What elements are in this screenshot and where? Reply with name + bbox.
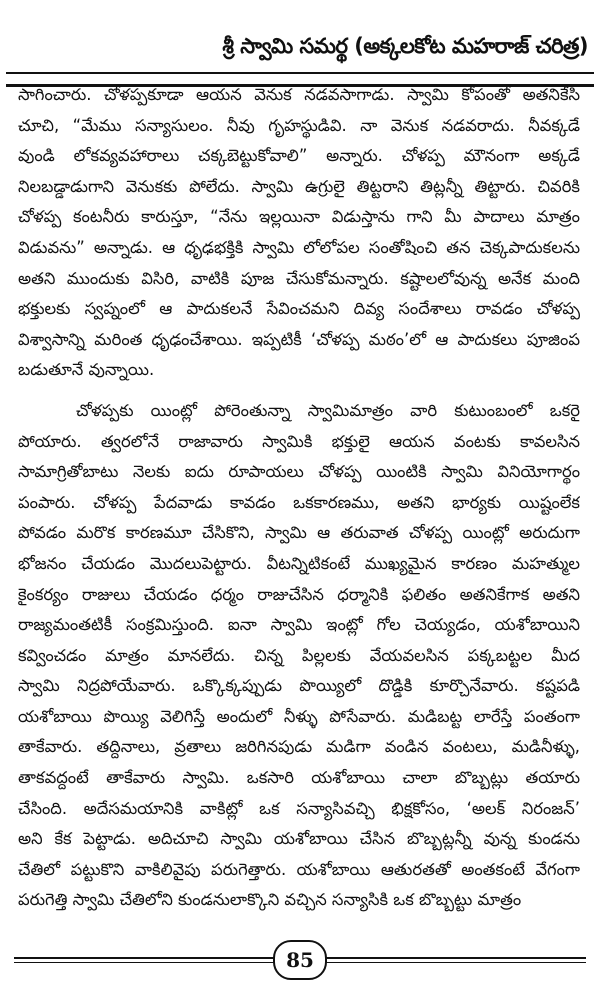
text-line: స్వామి నిద్రపోయేవారు. ఒక్కొక్కప్పుడు పొయ్యిలో దొడ్డికి కూర్చొనేవారు. కష్టపడి <box>18 676 580 696</box>
text-line: తాకవద్దంటే తాకేవారు స్వామి. ఒకసారి యశోబాయి చాలా బొబ్బట్లు తయారు <box>18 768 580 788</box>
text-line: సామాగ్రితోబాటు నెలకు ఐదు రూపాయలు చోళప్ప యింటికి స్వామి వినియోగార్థం <box>18 462 580 482</box>
text-line: పోయారు. త్వరలోనే రాజావారు స్వామికి భక్తులై ఆయన వంటకు కావలసిన <box>18 431 580 451</box>
text-line: రాజ్యమంతటికీ సంక్రమిస్తుంది. ఐనా స్వామి ఇంట్లో గోల చెయ్యడం, యశోబాయిని <box>18 615 580 635</box>
running-header-title: శ్రీ స్వామి సమర్థ (అక్కలకోట మహరాజ్ చరిత్ర) <box>222 34 588 58</box>
paragraph-gap <box>18 386 580 396</box>
text-line: పరుగెత్తి స్వామి చేతిలోని కుండనులాక్కొని వచ్చిన సన్యాసికి ఒక బొబ్బట్టు మాత్రం <box>18 890 522 910</box>
page-number: 85 <box>273 940 327 980</box>
text-line: పంపారు. చోళప్ప పేదవాడు కావడం ఒకకారణము, అతని భార్యకు యిష్టంలేక <box>18 492 580 512</box>
text-line: యశోబాయి పొయ్యి వెలిగిస్తే అందులో నీళ్ళు పోసేవారు. మడిబట్ట లారేస్తే పంతంగా <box>18 706 580 726</box>
page-footer <box>14 938 586 978</box>
text-line: సాగించారు. చోళప్పకూడా ఆయన వెనుక నడవసాగాడు. స్వామి కోపంతో అతనికేసి <box>18 85 580 104</box>
text-line: వుండి లోకవ్యవహారాలు చక్కబెట్టుకోవాలి” అన్నారు. చోళప్ప మౌనంగా అక్కడే <box>18 146 580 166</box>
paragraph-1 <box>18 80 580 386</box>
text-line: కవ్వించడం మాత్రం మానలేదు. చిన్న పిల్లలకు వేయవలసిన పక్కబట్టల మీద <box>18 645 580 665</box>
text-line: బడుతూనే వున్నాయి. <box>18 360 155 380</box>
text-line: భక్తులకు స్వప్నంలో ఆ పాదుకలనే సేవించమని దివ్య సందేశాలు రావడం చోళప్ప <box>18 299 580 319</box>
running-header <box>6 24 594 68</box>
text-line: విశ్వాసాన్ని మరింత ధృఢంచేశాయి. ఇప్పటికీ ‘చోళప్ప మఠం’లో ఆ పాదుకలు పూజింప <box>18 329 580 349</box>
text-line: చోళప్పకు యింట్లో పోరెంతున్నా స్వామిమాత్రం వారి కుటుంబంలో ఒకరై <box>76 400 580 420</box>
text-line: అతని ముందుకు విసిరి, వాటికి పూజ చేసుకోమన్నారు. కష్టాలలోవున్న అనేక మంది <box>18 268 580 288</box>
paragraph-2 <box>18 396 580 916</box>
text-line: పోవడం మరొక కారణమూ చేసికొని, స్వామి ఆ తరువాత చోళప్ప యింట్లో అరుదుగా <box>18 523 580 543</box>
body-text <box>18 80 580 916</box>
text-line: చోళప్ప కంటనీరు కారుస్తూ, “నేను ఇల్లయినా విడుస్తాను గాని మీ పాదాలు మాత్రం <box>18 207 580 227</box>
text-line: చూచి, “మేము సన్యాసులం. నీవు గృహస్థుడివి. నా వెనుక నడవరాదు. నీవక్కడే <box>18 115 580 135</box>
text-line: అని కేక పెట్టాడు. అదిచూచి స్వామి యశోబాయి చేసిన బొబ్బట్లన్నీ వున్న కుండను <box>18 829 580 849</box>
text-line: తాకేవారు. తద్దినాలు, వ్రతాలు జరిగినపుడు మడిగా వండిన వంటలు, మడినీళ్ళు, <box>18 737 580 757</box>
text-line: చేసింది. అదేసమయానికి వాకిట్లో ఒక సన్యాసివచ్చి భిక్షకోసం, ‘అలక్ నిరంజన్’ <box>18 798 580 818</box>
text-line: చేతిలో పట్టుకొని వాకిలివైపు పరుగెత్తారు. యశోబాయి ఆతురతతో అంతకంటే వేగంగా <box>18 859 580 879</box>
text-line: విడువను” అన్నాడు. ఆ ధృఢభక్తికి స్వామి లోలోపల సంతోషించి తన చెక్కపాదుకలను <box>18 237 580 257</box>
text-line: నిలబడ్డాడుగాని వెనుకకు పోలేదు. స్వామి ఉగ్రులై తిట్టరాని తిట్లన్నీ తిట్టారు. చివరికి <box>18 176 580 196</box>
text-line: భోజనం చేయడం మొదలుపెట్టారు. వీటన్నిటికంటే ముఖ్యమైన కారణం మహత్ముల <box>18 553 580 573</box>
text-line: కైంకర్యం రాజులు చేయడం ధర్మం రాజుచేసిన ధర్మానికి ఫలితం అతనికేగాక అతని <box>18 584 580 604</box>
